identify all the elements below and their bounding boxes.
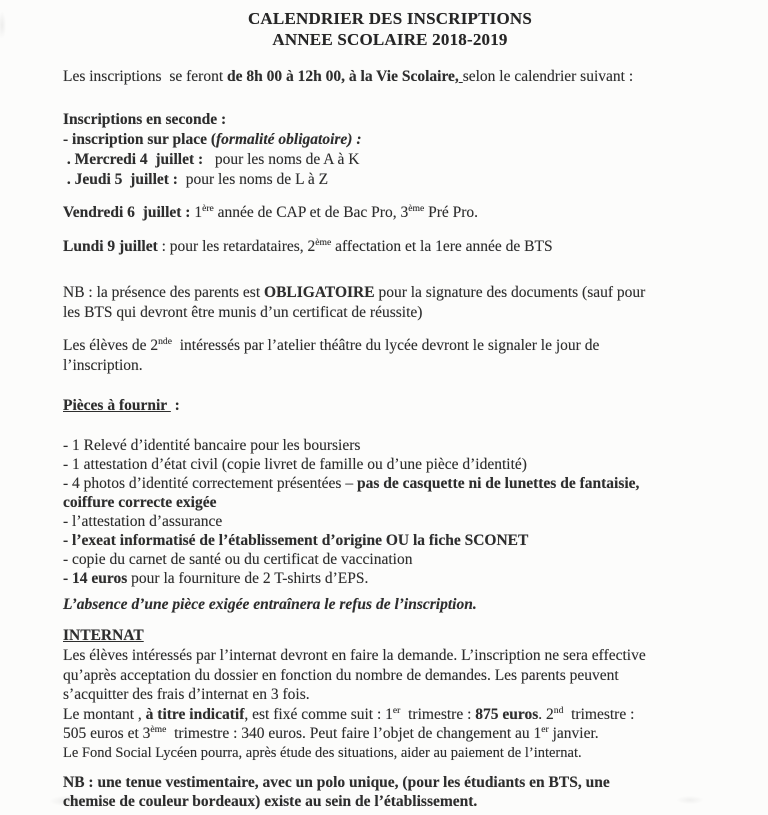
title-line-2: ANNEE SCOLAIRE 2018-2019: [272, 30, 508, 49]
line-inscription-sur-place: - inscription sur place (formalité obligatoire) :: [63, 131, 362, 148]
paragraph-fond-social: Le Fond Social Lycéen pourra, après étude des situations, aider au paiement de l’internat.: [63, 744, 582, 761]
line-mercredi-4-juillet: . Mercredi 4 juillet : pour les noms de A à K: [63, 151, 360, 168]
document-title: [30, 8, 750, 50]
notice-absence-piece: L’absence d’une pièce exigée entraînera le refus de l’inscription.: [63, 596, 477, 613]
list-item-14-euros: - 14 euros pour la fourniture de 2 T-shirts d’EPS.: [63, 570, 369, 587]
line-lundi-9-juillet: Lundi 9 juillet : pour les retardataires, 2ème affectation et la 1ere année de BTS: [63, 236, 553, 255]
pieces-list: [63, 436, 723, 588]
list-item-etat-civil: - 1 attestation d’état civil (copie livret de famille ou d’une pièce d’identité): [63, 456, 527, 473]
title-line-1: CALENDRIER DES INSCRIPTIONS: [247, 9, 533, 28]
heading-internat: INTERNAT: [63, 627, 144, 644]
paragraph-nb-parents: NB : la présence des parents est OBLIGATOIRE pour la signature des documents (sauf pour les BTS qui devront être munis d’un certificat de réussite): [63, 284, 646, 321]
list-item-exeat: - l’exeat informatisé de l’établissement d’origine OU la fiche SCONET: [63, 532, 529, 549]
list-item-photos: - 4 photos d’identité correctement présentées – pas de casquette ni de lunettes de fantaisie, coiffure correcte exigée: [63, 475, 640, 511]
list-item-assurance: - l’attestation d’assurance: [63, 513, 223, 530]
list-item-rib: - 1 Relevé d’identité bancaire pour les boursiers: [63, 437, 361, 454]
paragraph-intro: Les inscriptions se feront de 8h 00 à 12h 00, à la Vie Scolaire, selon le calendrier suivant :: [63, 68, 634, 85]
paragraph-nb-tenue: NB : une tenue vestimentaire, avec un polo unique, (pour les étudiants en BTS, une chemise de couleur bordeaux) existe au sein de l’établissement.: [63, 773, 610, 810]
heading-inscriptions-seconde: Inscriptions en seconde :: [63, 111, 227, 128]
line-jeudi-5-juillet: . Jeudi 5 juillet : pour les noms de L à Z: [63, 171, 329, 188]
heading-pieces-a-fournir: Pièces à fournir :: [63, 397, 180, 414]
line-vendredi-6-juillet: Vendredi 6 juillet : 1ère année de CAP et de Bac Pro, 3ème Pré Pro.: [63, 202, 479, 221]
paragraph-atelier-theatre: Les élèves de 2nde intéressés par l’atelier théâtre du lycée devront le signaler le jour de l’inscription.: [63, 335, 600, 374]
list-item-carnet-sante: - copie du carnet de santé ou du certificat de vaccination: [63, 551, 413, 568]
paragraph-internat: Les élèves intéressés par l’internat devront en faire la demande. L’inscription ne sera effective qu’après acceptation du dossier en fonction du nombre de demandes. Les parents peuvent s’acquitter des frais d’internat en 3 fois. Le montant , à titre indicatif, est fixé comme suit : 1er trimestre : 875 euros. 2nd trimestre : 505 euros et 3ème trimestre : 340 euros. Peut faire l’objet de changement au 1er janvier.: [63, 647, 646, 742]
